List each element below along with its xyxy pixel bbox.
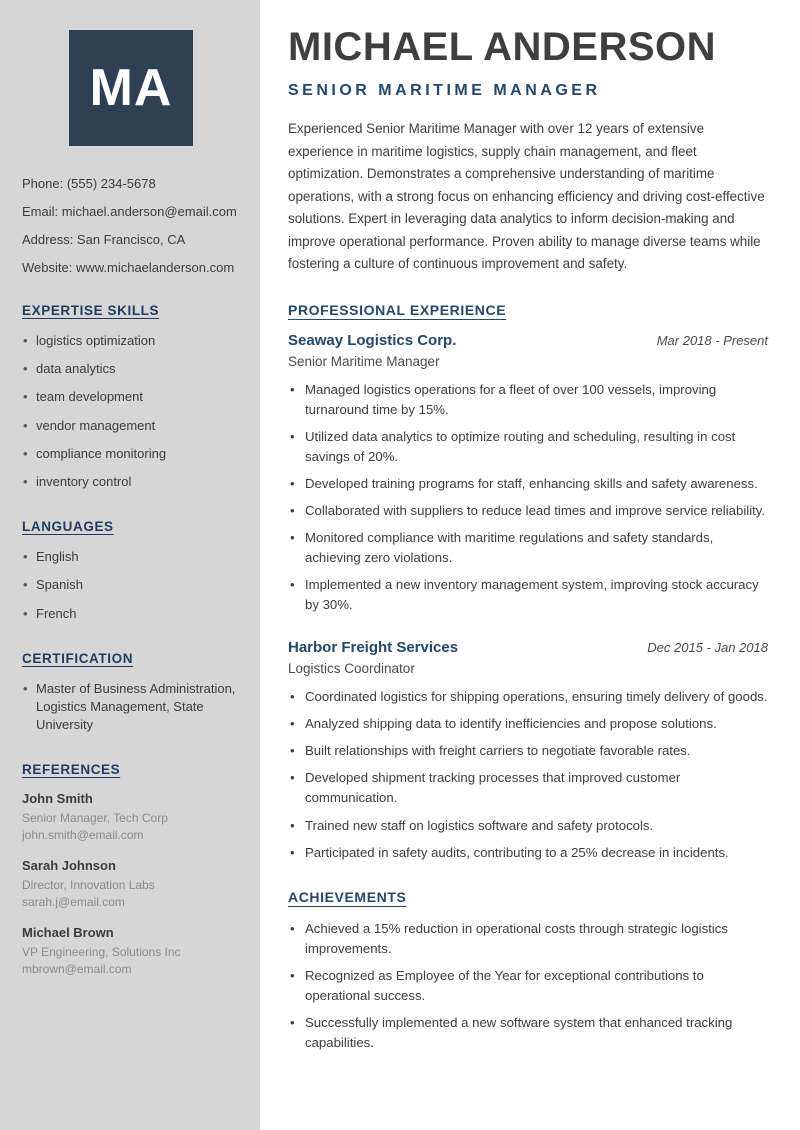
reference-email: sarah.j@email.com (22, 895, 125, 910)
section-references (22, 762, 240, 978)
reference-entry (22, 791, 240, 844)
certification-item: • Master of Business Administration, Logistics Management, State University (22, 680, 240, 735)
skill-item: • team development (22, 388, 240, 406)
job-dates: Mar 2018 - Present (656, 332, 768, 348)
job-role: Senior Maritime Manager (288, 353, 440, 369)
job-entry (288, 639, 768, 862)
professional-experience-heading: PROFESSIONAL EXPERIENCE (288, 301, 507, 318)
professional-summary: Experienced Senior Maritime Manager with over 12 years of extensive experience in maritime logistics, supply chain management, and fleet optimization. Demonstrates a comprehensive understanding of maritime operations, with a strong focus on enhancing efficiency and driving cost-effective solutions. Expert in leveraging data analytics to inform decision-making and improve operational performance. Proven ability to manage diverse teams while fostering a culture of continuous improvement and safety. (288, 121, 765, 272)
contact-email: Email: michael.anderson@email.com (22, 204, 237, 219)
section-achievements (288, 889, 768, 1053)
language-item: • Spanish (22, 576, 240, 594)
skill-item: • vendor management (22, 417, 240, 435)
person-title: SENIOR MARITIME MANAGER (288, 82, 601, 99)
avatar-initials: MA (89, 59, 173, 117)
job-bullet: • Implemented a new inventory management system, improving stock accuracy by 30%. (288, 575, 768, 615)
job-bullet: • Developed shipment tracking processes that improved customer communication. (288, 768, 768, 808)
expertise-skills-heading: EXPERTISE SKILLS (22, 303, 160, 318)
section-professional-experience (288, 302, 768, 863)
job-bullet: • Built relationships with freight carriers to negotiate favorable rates. (288, 741, 768, 761)
company-name: Seaway Logistics Corp. (288, 331, 457, 349)
contact-website: Website: www.michaelanderson.com (22, 260, 235, 275)
job-bullet-list (288, 380, 768, 616)
achievement-bullet: • Achieved a 15% reduction in operational costs through strategic logistics improvements. (288, 919, 768, 959)
reference-name: Michael Brown (22, 925, 114, 941)
languages-list (22, 548, 240, 623)
sidebar (0, 0, 260, 1130)
achievements-heading: ACHIEVEMENTS (288, 888, 407, 905)
skill-item: • inventory control (22, 473, 240, 491)
languages-heading: LANGUAGES (22, 519, 114, 535)
reference-title: Senior Manager, Tech Corp (22, 811, 168, 826)
job-dates: Dec 2015 - Jan 2018 (647, 640, 768, 656)
job-entry (288, 332, 768, 616)
skill-item: • data analytics (22, 360, 240, 378)
job-header (288, 332, 768, 349)
job-bullet: • Trained new staff on logistics software and safety protocols. (288, 816, 768, 836)
certification-heading: CERTIFICATION (22, 650, 134, 666)
job-bullet: • Monitored compliance with maritime regulations and safety standards, achieving zero violations. (288, 528, 768, 568)
reference-entry (22, 925, 240, 978)
job-bullet-list (288, 687, 768, 862)
person-name: MICHAEL ANDERSON (288, 25, 717, 69)
reference-name: John Smith (22, 791, 93, 807)
language-item: • English (22, 548, 240, 566)
achievement-bullet: • Recognized as Employee of the Year for exceptional contributions to operational success. (288, 966, 768, 1006)
reference-email: mbrown@email.com (22, 962, 132, 977)
achievement-bullet: • Successfully implemented a new software system that enhanced tracking capabilities. (288, 1013, 768, 1053)
job-bullet: • Analyzed shipping data to identify inefficiencies and propose solutions. (288, 714, 768, 734)
company-name: Harbor Freight Services (288, 639, 459, 657)
contact-address: Address: San Francisco, CA (22, 232, 186, 247)
achievements-list (288, 919, 768, 1053)
main-content (260, 0, 800, 1130)
section-languages (22, 519, 240, 623)
job-bullet: • Collaborated with suppliers to reduce lead times and improve service reliability. (288, 501, 768, 521)
reference-email: john.smith@email.com (22, 828, 144, 843)
language-item: • French (22, 605, 240, 623)
job-bullet: • Developed training programs for staff, enhancing skills and safety awareness. (288, 474, 768, 494)
certification-list (22, 680, 240, 735)
job-bullet: • Managed logistics operations for a fleet of over 100 vessels, improving turnaround time by 15%. (288, 380, 768, 420)
section-expertise-skills (22, 303, 240, 491)
references-heading: REFERENCES (22, 762, 121, 778)
job-bullet: • Participated in safety audits, contributing to a 25% decrease in incidents. (288, 843, 768, 863)
skill-item: • compliance monitoring (22, 445, 240, 463)
job-bullet: • Utilized data analytics to optimize routing and scheduling, resulting in cost savings of 20%. (288, 427, 768, 467)
section-certification (22, 651, 240, 735)
reference-title: VP Engineering, Solutions Inc (22, 945, 181, 960)
skill-item: • logistics optimization (22, 332, 240, 350)
contact-info (22, 176, 240, 275)
reference-title: Director, Innovation Labs (22, 878, 155, 893)
job-bullet: • Coordinated logistics for shipping operations, ensuring timely delivery of goods. (288, 687, 768, 707)
job-header (288, 639, 768, 656)
contact-phone: Phone: (555) 234-5678 (22, 176, 156, 191)
reference-name: Sarah Johnson (22, 858, 116, 874)
job-role: Logistics Coordinator (288, 661, 415, 677)
reference-entry (22, 858, 240, 911)
avatar (69, 30, 193, 146)
expertise-skills-list (22, 332, 240, 491)
